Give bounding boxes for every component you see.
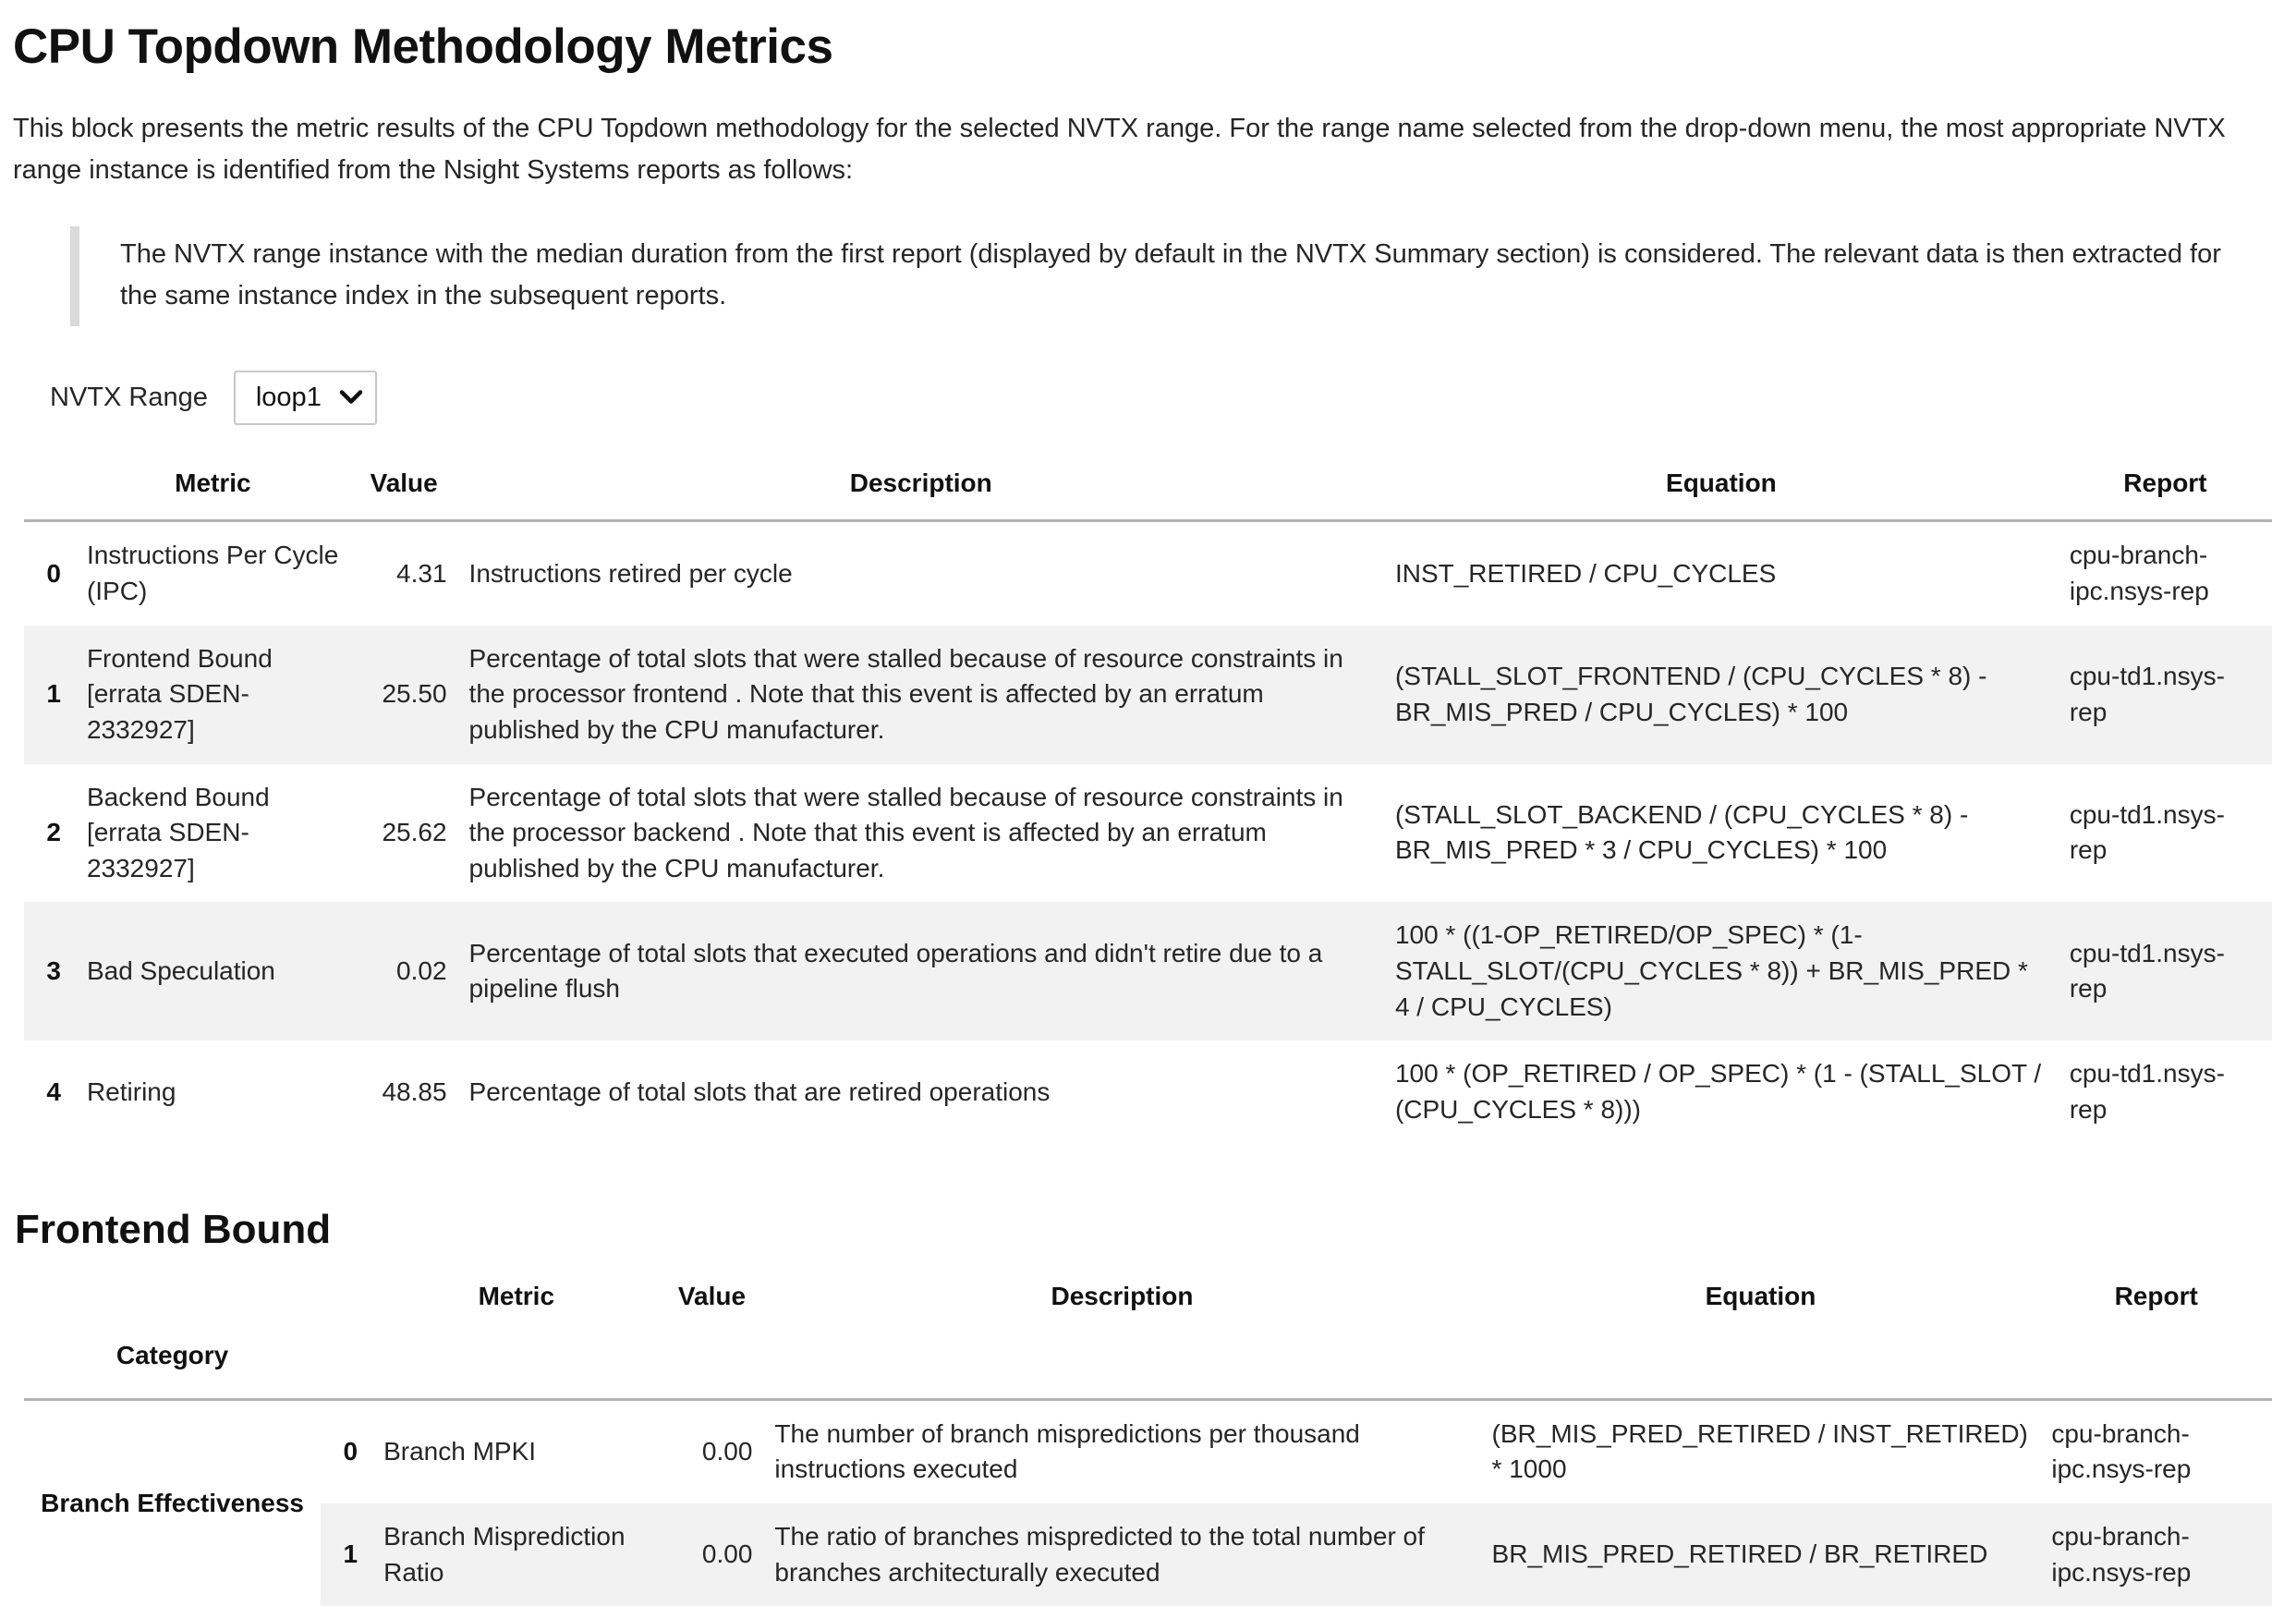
fb-table-row	[24, 1399, 2272, 1503]
index-column-header	[321, 1271, 372, 1326]
metric-cell: Frontend Bound [errata SDEN-2332927]	[76, 626, 350, 764]
equation-column-header: Equation	[1481, 1271, 2041, 1326]
cpu-topdown-metrics-table	[24, 458, 2272, 1144]
metrics-table-header-row	[24, 458, 2272, 521]
metric-cell: Branch Misprediction Ratio	[372, 1503, 660, 1606]
nvtx-range-select[interactable]	[234, 371, 377, 425]
report-cell: cpu-td1.nsys-rep	[2059, 764, 2272, 903]
metric-column-header: Metric	[372, 1271, 660, 1326]
value-cell: 0.02	[350, 902, 458, 1040]
value-cell: 4.31	[350, 521, 458, 626]
metrics-table-row	[24, 626, 2272, 764]
index-column-header	[24, 458, 76, 521]
intro-paragraph: This block presents the metric results of the CPU Topdown methodology for the selected NVTX range. For the range name selected from the drop-down menu, the most appropriate NVTX range instance is identified from the Nsight Systems reports as follows:	[13, 108, 2283, 191]
metric-column-header: Metric	[76, 458, 350, 521]
row-index: 1	[321, 1503, 372, 1606]
metric-cell: Bad Speculation	[76, 902, 350, 1040]
report-column-header: Report	[2059, 458, 2272, 521]
nvtx-range-select-wrap	[234, 371, 377, 425]
report-cell: cpu-td1.nsys-rep	[2059, 902, 2272, 1040]
fb-table-header-row	[24, 1271, 2272, 1326]
report-cell: cpu-branch-ipc.nsys-rep	[2059, 521, 2272, 626]
description-cell: Percentage of total slots that were stalled because of resource constraints in the processor frontend . Note that this event is affected by an erratum published by the CPU manufacturer.	[458, 626, 1384, 764]
frontend-bound-heading: Frontend Bound	[15, 1207, 2283, 1253]
fb-table-row	[24, 1503, 2272, 1606]
description-cell: Percentage of total slots that are retired operations	[458, 1040, 1384, 1143]
value-column-header: Value	[661, 1271, 764, 1326]
row-index: 3	[24, 902, 76, 1040]
equation-cell: 100 * ((1-OP_RETIRED/OP_SPEC) * (1-STALL_SLOT/(CPU_CYCLES * 8)) + BR_MIS_PRED * 4 / CPU_CYCLES)	[1384, 902, 2059, 1040]
equation-cell: 100 * (OP_RETIRED / OP_SPEC) * (1 - (STALL_SLOT / (CPU_CYCLES * 8)))	[1384, 1040, 2059, 1143]
equation-cell: (BR_MIS_PRED_RETIRED / INST_RETIRED) * 1000	[1481, 1399, 2041, 1503]
metric-cell: Instructions Per Cycle (IPC)	[76, 521, 350, 626]
nvtx-range-label: NVTX Range	[50, 383, 208, 413]
report-cell: cpu-branch-ipc.nsys-rep	[2040, 1399, 2272, 1503]
value-column-header: Value	[350, 458, 458, 521]
report-cell: cpu-td1.nsys-rep	[2059, 1040, 2272, 1143]
report-cell: cpu-td1.nsys-rep	[2059, 626, 2272, 764]
nvtx-range-control	[50, 371, 2283, 425]
category-column-spacer	[24, 1271, 321, 1326]
value-cell: 0.00	[661, 1399, 764, 1503]
metric-cell: Branch MPKI	[372, 1399, 660, 1503]
description-cell: Percentage of total slots that executed operations and didn't retire due to a pipeline flush	[458, 902, 1384, 1040]
note-blockquote: The NVTX range instance with the median duration from the first report (displayed by default in the NVTX Summary section) is considered. The relevant data is then extracted for the same instance index in the subsequent reports.	[70, 226, 2283, 326]
category-index-name: Category	[24, 1325, 321, 1399]
row-index: 1	[24, 626, 76, 764]
metric-cell: Retiring	[76, 1040, 350, 1143]
value-cell: 25.62	[350, 764, 458, 903]
page-title: CPU Topdown Methodology Metrics	[13, 18, 2283, 75]
report-column-header: Report	[2040, 1271, 2272, 1326]
report-cell: cpu-branch-ipc.nsys-rep	[2040, 1503, 2272, 1606]
metric-cell: Backend Bound [errata SDEN-2332927]	[76, 764, 350, 903]
metrics-table-row	[24, 1040, 2272, 1143]
equation-cell: (STALL_SLOT_FRONTEND / (CPU_CYCLES * 8) - BR_MIS_PRED / CPU_CYCLES) * 100	[1384, 626, 2059, 764]
description-cell: Percentage of total slots that were stalled because of resource constraints in the processor backend . Note that this event is affected by an erratum published by the CPU manufacturer.	[458, 764, 1384, 903]
row-index: 0	[24, 521, 76, 626]
description-cell: The ratio of branches mispredicted to the total number of branches architecturally executed	[763, 1503, 1480, 1606]
description-cell: The number of branch mispredictions per thousand instructions executed	[763, 1399, 1480, 1503]
metrics-table-row	[24, 902, 2272, 1040]
row-index: 2	[24, 764, 76, 903]
equation-cell: (STALL_SLOT_BACKEND / (CPU_CYCLES * 8) - BR_MIS_PRED * 3 / CPU_CYCLES) * 100	[1384, 764, 2059, 903]
equation-cell: BR_MIS_PRED_RETIRED / BR_RETIRED	[1481, 1503, 2041, 1606]
value-cell: 0.00	[661, 1503, 764, 1606]
metrics-table-row	[24, 764, 2272, 903]
equation-cell: INST_RETIRED / CPU_CYCLES	[1384, 521, 2059, 626]
frontend-bound-table	[24, 1271, 2272, 1606]
metrics-table-row	[24, 521, 2272, 626]
description-cell: Instructions retired per cycle	[458, 521, 1384, 626]
value-cell: 48.85	[350, 1040, 458, 1143]
equation-column-header: Equation	[1384, 458, 2059, 521]
fb-table-index-name-row	[24, 1325, 2272, 1399]
row-index: 0	[321, 1399, 372, 1503]
row-index: 4	[24, 1040, 76, 1143]
category-cell: Branch Effectiveness	[24, 1399, 321, 1606]
description-column-header: Description	[458, 458, 1384, 521]
description-column-header: Description	[763, 1271, 1480, 1326]
value-cell: 25.50	[350, 626, 458, 764]
